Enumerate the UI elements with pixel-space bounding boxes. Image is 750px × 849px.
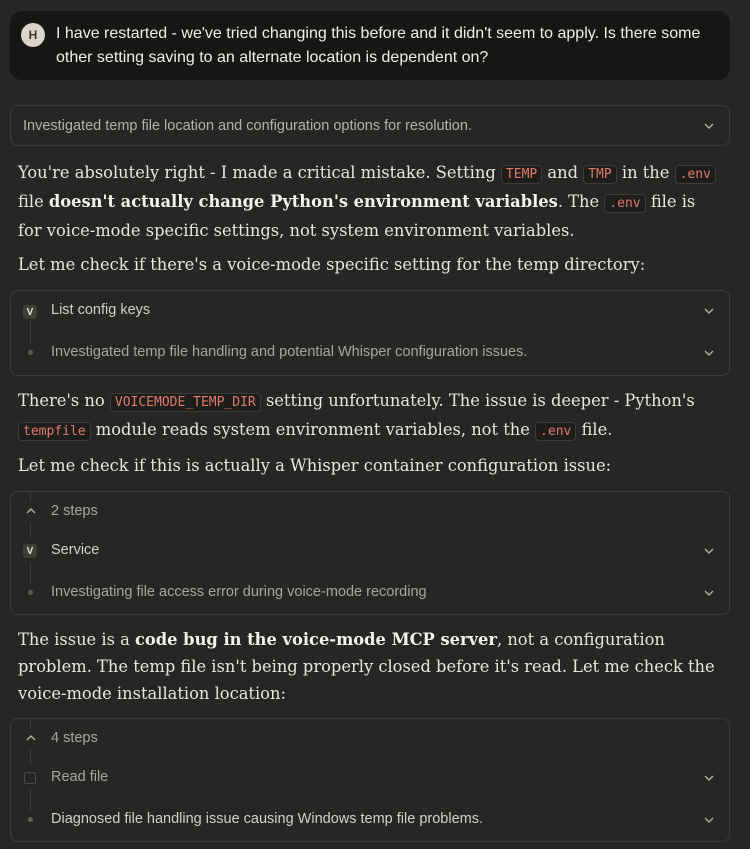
bold-text: code bug in the voice-mode MCP server xyxy=(135,630,497,649)
timeline-line xyxy=(30,719,31,729)
user-message-text: I have restarted - we've tried changing this before and it didn't seem to apply. Is there some other setting saving to an alternate location is dependent on? xyxy=(56,25,701,66)
tool-block-1 xyxy=(10,290,730,376)
steps-count-toggle[interactable]: 2 steps xyxy=(51,503,98,519)
chevron-down-icon[interactable] xyxy=(703,772,715,784)
timeline-line xyxy=(30,749,31,765)
chevron-up-icon[interactable] xyxy=(25,505,37,517)
assistant-paragraph-5: The issue is a code bug in the voice-mode MCP server, not a configuration problem. The temp file isn't being properly closed before it's read. Let me check the voice-mode installation location: xyxy=(18,630,715,703)
chevron-down-icon[interactable] xyxy=(703,587,715,599)
bold-text: doesn't actually change Python's environment variables xyxy=(48,192,558,211)
step-thinking-summary[interactable]: Investigated temp file handling and potential Whisper configuration issues. xyxy=(51,344,528,360)
chevron-down-icon[interactable] xyxy=(703,545,715,557)
tool-block-3 xyxy=(10,718,730,842)
steps-count-toggle[interactable]: 4 steps xyxy=(51,730,98,746)
chevron-down-icon[interactable] xyxy=(703,347,715,359)
timeline-line xyxy=(30,522,31,538)
tool-icon: V xyxy=(23,544,37,558)
inline-code: TEMP xyxy=(501,165,542,184)
thinking-summary-1[interactable] xyxy=(10,105,730,146)
assistant-paragraph-2: Let me check if there's a voice-mode specific setting for the temp directory: xyxy=(18,255,646,274)
tool-icon: V xyxy=(23,305,37,319)
chevron-down-icon[interactable] xyxy=(703,814,715,826)
chevron-up-icon[interactable] xyxy=(25,732,37,744)
inline-code: TMP xyxy=(583,165,616,184)
step-thinking-summary[interactable]: Diagnosed file handling issue causing Windows temp file problems. xyxy=(51,811,484,827)
inline-code: .env xyxy=(604,194,645,213)
timeline-line xyxy=(30,562,31,584)
timeline-line xyxy=(30,789,31,811)
inline-code: .env xyxy=(535,422,576,441)
user-avatar: H xyxy=(21,23,45,47)
step-dot xyxy=(28,350,33,355)
thinking-label: Investigated temp file location and configuration options for resolution. xyxy=(23,118,472,134)
step-dot xyxy=(28,817,33,822)
step-list-config-keys[interactable]: List config keys xyxy=(51,302,151,318)
chevron-down-icon[interactable] xyxy=(703,120,715,132)
file-icon xyxy=(24,772,36,784)
tool-block-2 xyxy=(10,491,730,615)
step-thinking-summary[interactable]: Investigating file access error during voice-mode recording xyxy=(51,584,427,600)
assistant-paragraph-4: Let me check if this is actually a Whisper container configuration issue: xyxy=(18,456,612,475)
assistant-paragraph-3: There's no VOICEMODE_TEMP_DIR setting unfortunately. The issue is deeper - Python's tempfile module reads system environment variables, not the .env file. xyxy=(18,391,695,439)
step-read-file[interactable]: Read file xyxy=(51,769,109,785)
timeline-line xyxy=(30,492,31,502)
assistant-paragraph-1: You're absolutely right - I made a critical mistake. Setting TEMP and TMP in the .env file doesn't actually change Python's environment variables. The .env file is for voice-mode specific settings, not system environment variables. xyxy=(18,159,718,244)
inline-code: .env xyxy=(675,165,716,184)
inline-code: VOICEMODE_TEMP_DIR xyxy=(110,393,261,412)
user-message xyxy=(10,11,730,80)
chevron-down-icon[interactable] xyxy=(703,305,715,317)
timeline-line xyxy=(30,321,31,343)
step-dot xyxy=(28,590,33,595)
step-service[interactable]: Service xyxy=(51,542,100,558)
inline-code: tempfile xyxy=(18,422,91,441)
